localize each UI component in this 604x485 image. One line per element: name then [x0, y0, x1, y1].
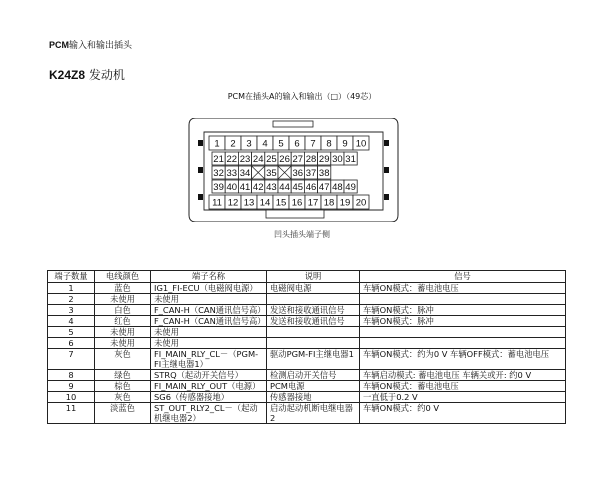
table-row [48, 381, 566, 392]
wire-color-cell: 未使用 [95, 294, 151, 305]
pin-table [47, 270, 566, 424]
pin-label: 5 [278, 138, 284, 150]
wire-color-cell: 灰色 [95, 392, 151, 403]
table-row [48, 305, 566, 316]
key-tab [266, 210, 324, 218]
wire-color-cell: 红色 [95, 316, 151, 327]
pin-label: 8 [326, 138, 332, 150]
pin-label: 42 [252, 182, 264, 193]
pin-label: 29 [318, 154, 330, 165]
signal-cell: 车辆ON模式：约为0 V 车辆OFF模式：蓄电池电压 [360, 349, 566, 370]
wire-color-cell: 未使用 [95, 338, 151, 349]
pin-label: 38 [318, 168, 330, 179]
pin-no-cell: 3 [48, 305, 95, 316]
pin-label: 13 [243, 197, 255, 209]
description-cell [267, 338, 360, 349]
signal-cell: 车辆ON模式：约0 V [360, 403, 566, 424]
header-pin-no: 端子数量 [48, 271, 95, 283]
pin-label: 3 [246, 138, 252, 150]
description-cell: 电磁阀电源 [267, 283, 360, 294]
pin-label: 37 [305, 168, 317, 179]
header-description: 说明 [267, 271, 360, 283]
table-row [48, 283, 566, 294]
pin-label: 45 [292, 182, 304, 193]
terminal-name-cell: ST_OUT_RLY2_CL－（起动机继电器2） [151, 403, 267, 424]
pin-label: 20 [355, 197, 367, 209]
pin-no-cell: 9 [48, 381, 95, 392]
header-wire-color: 电线颜色 [95, 271, 151, 283]
description-cell: 检测启动开关信号 [267, 370, 360, 381]
wire-color-cell: 绿色 [95, 370, 151, 381]
description-cell: 启动起动机断电继电器2 [267, 403, 360, 424]
pin-label: 47 [318, 182, 330, 193]
header-terminal-name: 端子名称 [151, 271, 267, 283]
pin-label: 7 [310, 138, 316, 150]
pin-label: 1 [214, 138, 220, 150]
terminal-name-cell: IG1_FI-ECU（电磁阀电源） [151, 283, 267, 294]
pin-no-cell: 4 [48, 316, 95, 327]
terminal-name-cell: 未使用 [151, 294, 267, 305]
table-row [48, 316, 566, 327]
description-cell: 传感器接地 [267, 392, 360, 403]
table-row [48, 370, 566, 381]
pin-label: 2 [230, 138, 236, 150]
pin-label: 33 [226, 168, 238, 179]
pin-label: 46 [305, 182, 317, 193]
pin-label: 34 [239, 168, 251, 179]
pin-label: 16 [291, 197, 303, 209]
pin-no-cell: 2 [48, 294, 95, 305]
connector-diagram [186, 118, 401, 222]
pin-label: 17 [307, 197, 319, 209]
terminal-name-cell: STRQ（起动开关信号） [151, 370, 267, 381]
terminal-name-cell: FI_MAIN_RLY_CL－（PGM-FI主继电器1） [151, 349, 267, 370]
signal-cell: 一直低于0.2 V [360, 392, 566, 403]
signal-cell [360, 327, 566, 338]
pin-label: 14 [259, 197, 271, 209]
pin-label: 15 [275, 197, 287, 209]
table-row [48, 349, 566, 370]
pin-label: 27 [292, 154, 304, 165]
signal-cell: 车辆ON模式：脉冲 [360, 305, 566, 316]
diagram-caption: 凹头插头端子侧 [274, 230, 330, 239]
pin-label: 44 [279, 182, 290, 193]
pin-label: 24 [252, 154, 264, 165]
pin-no-cell: 5 [48, 327, 95, 338]
pin-no-cell: 8 [48, 370, 95, 381]
pin-no-cell: 10 [48, 392, 95, 403]
pin-label: 23 [239, 154, 251, 165]
pin-label: 31 [345, 154, 356, 165]
description-cell [267, 327, 360, 338]
pin-label: 9 [342, 138, 348, 150]
description-cell: 驱动PGM-FI主继电器1 [267, 349, 360, 370]
signal-cell: 车辆ON模式：蓄电池电压 [360, 283, 566, 294]
table-row [48, 392, 566, 403]
signal-cell: 车辆启动模式: 蓄电池电压 车辆关或开: 约0 V [360, 370, 566, 381]
pin-label: 41 [239, 182, 251, 193]
diagram-title: PCM在插头A的输入和输出（□）（49芯） [227, 92, 377, 101]
terminal-name-cell: FI_MAIN_RLY_OUT（电源） [151, 381, 267, 392]
description-cell [267, 294, 360, 305]
pin-no-cell: 1 [48, 283, 95, 294]
pin-no-cell: 6 [48, 338, 95, 349]
pin-label: 36 [292, 168, 304, 179]
wire-color-cell: 灰色 [95, 349, 151, 370]
pin-no-cell: 7 [48, 349, 95, 370]
pin-label: 43 [266, 182, 277, 193]
description-cell: PCM电源 [267, 381, 360, 392]
table-row [48, 403, 566, 424]
pin-label: 4 [262, 138, 268, 150]
header-signal: 信号 [360, 271, 566, 283]
pin-label: 32 [213, 168, 224, 179]
pin-label: 19 [339, 197, 351, 209]
engine-heading: K24Z8 发动机 [49, 68, 125, 82]
pin-label: 21 [213, 154, 224, 165]
terminal-name-cell: 未使用 [151, 327, 267, 338]
pin-label: 39 [213, 182, 224, 193]
pin-label: 22 [226, 154, 238, 165]
terminal-name-cell: F_CAN-H（CAN通讯信号高） [151, 316, 267, 327]
signal-cell: 车辆ON模式：脉冲 [360, 316, 566, 327]
description-cell: 发送和接收通讯信号 [267, 305, 360, 316]
wire-color-cell: 白色 [95, 305, 151, 316]
signal-cell [360, 338, 566, 349]
table-row [48, 327, 566, 338]
signal-cell [360, 294, 566, 305]
wire-color-cell: 未使用 [95, 327, 151, 338]
pin-label: 48 [332, 182, 343, 193]
pin-label: 49 [345, 182, 356, 193]
pin-label: 35 [266, 168, 277, 179]
description-cell: 发送和接收通讯信号 [267, 316, 360, 327]
pin-label: 18 [323, 197, 335, 209]
pin-label: 28 [305, 154, 317, 165]
pin-label: 11 [212, 197, 222, 209]
pin-label: 26 [279, 154, 290, 165]
pin-no-cell: 11 [48, 403, 95, 424]
terminal-name-cell: SG6（传感器接地） [151, 392, 267, 403]
wire-color-cell: 蓝色 [95, 283, 151, 294]
table-row [48, 338, 566, 349]
section-title: PCM输入和输出插头 [49, 40, 133, 51]
terminal-name-cell: 未使用 [151, 338, 267, 349]
latch-tab [273, 121, 313, 127]
wire-color-cell: 棕色 [95, 381, 151, 392]
pin-label: 10 [355, 138, 367, 150]
terminal-name-cell: F_CAN-H（CAN通讯信号高） [151, 305, 267, 316]
pin-label: 6 [294, 138, 300, 150]
table-header-row [48, 271, 566, 283]
pin-label: 25 [266, 154, 277, 165]
pin-label: 12 [227, 197, 239, 209]
signal-cell: 车辆ON模式：蓄电池电压 [360, 381, 566, 392]
table-row [48, 294, 566, 305]
wire-color-cell: 淡蓝色 [95, 403, 151, 424]
pin-label: 30 [332, 154, 343, 165]
pin-label: 40 [226, 182, 238, 193]
